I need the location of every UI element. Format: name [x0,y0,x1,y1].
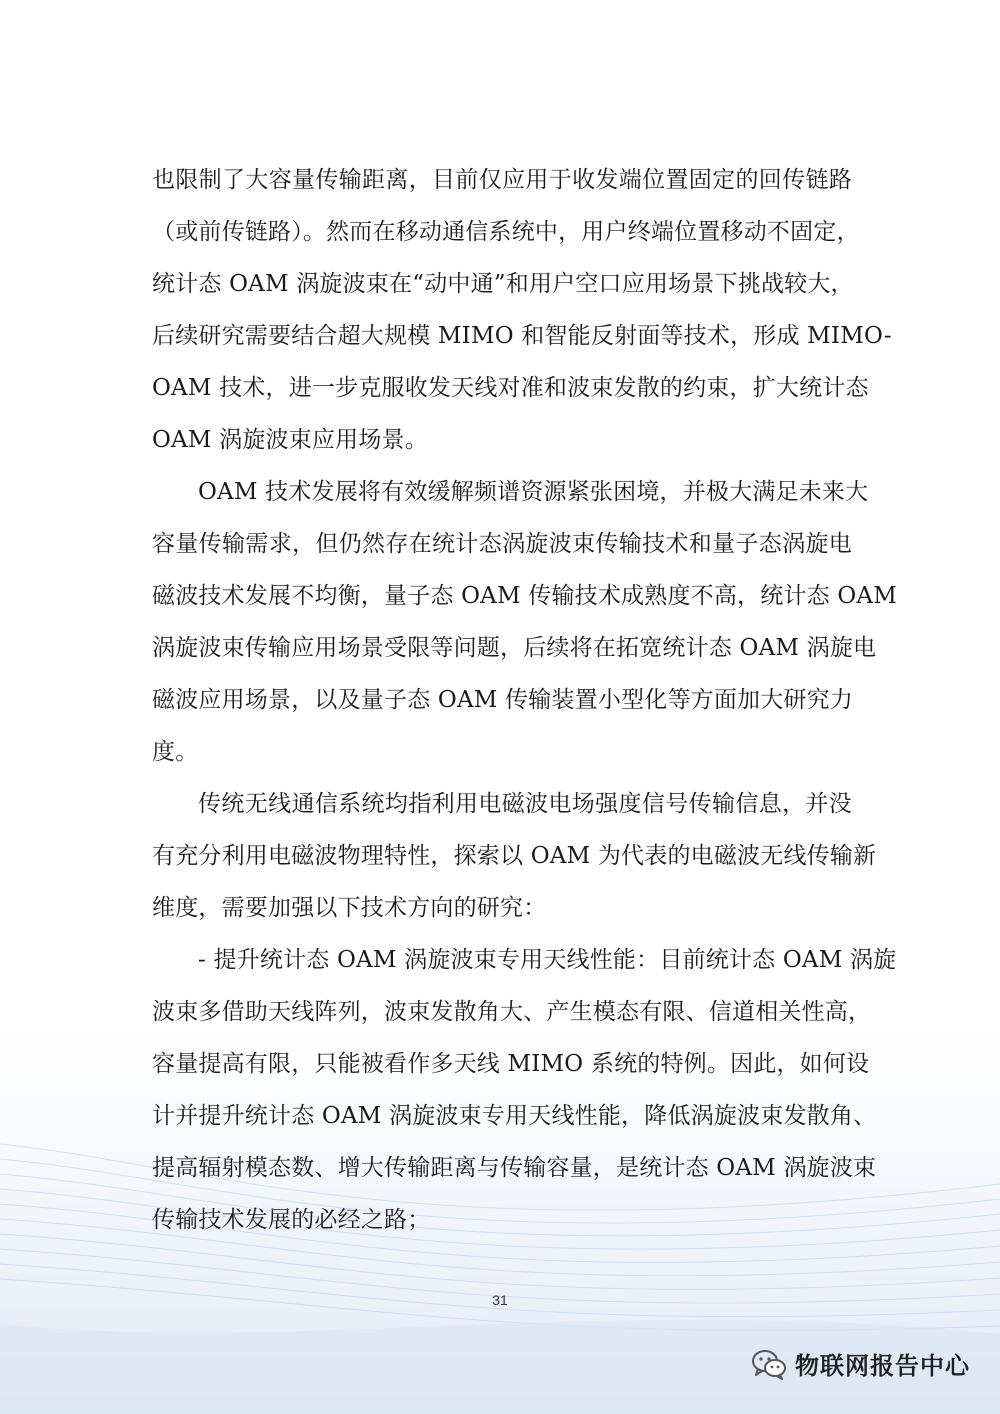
paragraph [152,778,877,934]
text-line: （或前传链路）。然而在移动通信系统中，用户终端位置移动不固定， [152,219,860,245]
text-line: 计并提升统计态 OAM 涡旋波束专用天线性能，降低涡旋波束发散角、 [152,1103,877,1129]
text-line: 度。 [152,739,199,765]
text-line: 后续研究需要结合超大规模 MIMO 和智能反射面等技术，形成 MIMO- [152,323,892,349]
watermark-text: 物联网报告中心 [795,1352,970,1380]
watermark [751,1346,970,1381]
text-line: 统计态 OAM 涡旋波束在“动中通”和用户空口应用场景下挑战较大， [152,271,854,297]
text-line: 波束多借助天线阵列，波束发散角大、产生模态有限、信道相关性高， [152,999,872,1025]
text-line: 磁波应用场景，以及量子态 OAM 传输装置小型化等方面加大研究力 [152,687,854,713]
text-line: 磁波技术发展不均衡，量子态 OAM 传输技术成熟度不高，统计态 OAM [152,583,897,609]
text-line: OAM 技术发展将有效缓解频谱资源紧张困境，并极大满足未来大 [198,479,869,505]
paragraph [152,154,892,466]
text-line: OAM 涡旋波束应用场景。 [152,427,428,453]
text-line: - 提升统计态 OAM 涡旋波束专用天线性能：目前统计态 OAM 涡旋 [198,947,897,973]
text-line: 传统无线通信系统均指利用电磁波电场强度信号传输信息，并没 [198,791,852,817]
text-line: 也限制了大容量传输距离，目前仅应用于收发端位置固定的回传链路 [152,167,852,193]
text-line: OAM 技术，进一步克服收发天线对准和波束发散的约束，扩大统计态 [152,375,869,401]
text-line: 提高辐射模态数、增大传输距离与传输容量，是统计态 OAM 涡旋波束 [152,1155,877,1181]
text-line: 维度，需要加强以下技术方向的研究： [152,895,547,921]
text-line: 传输技术发展的必经之路； [152,1207,431,1233]
text-line: 涡旋波束传输应用场景受限等问题，后续将在拓宽统计态 OAM 涡旋电 [152,635,877,661]
page-number: 31 [492,1292,508,1308]
text-line: 有充分利用电磁波物理特性，探索以 OAM 为代表的电磁波无线传输新 [152,843,877,869]
text-line: 容量传输需求，但仍然存在统计态涡旋波束传输技术和量子态涡旋电 [152,531,852,557]
paragraph [152,934,897,1246]
document-body [152,154,897,1246]
paragraph [152,466,897,778]
text-line: 容量提高有限，只能被看作多天线 MIMO 系统的特例。因此，如何设 [152,1051,870,1077]
wechat-icon [751,1348,787,1380]
